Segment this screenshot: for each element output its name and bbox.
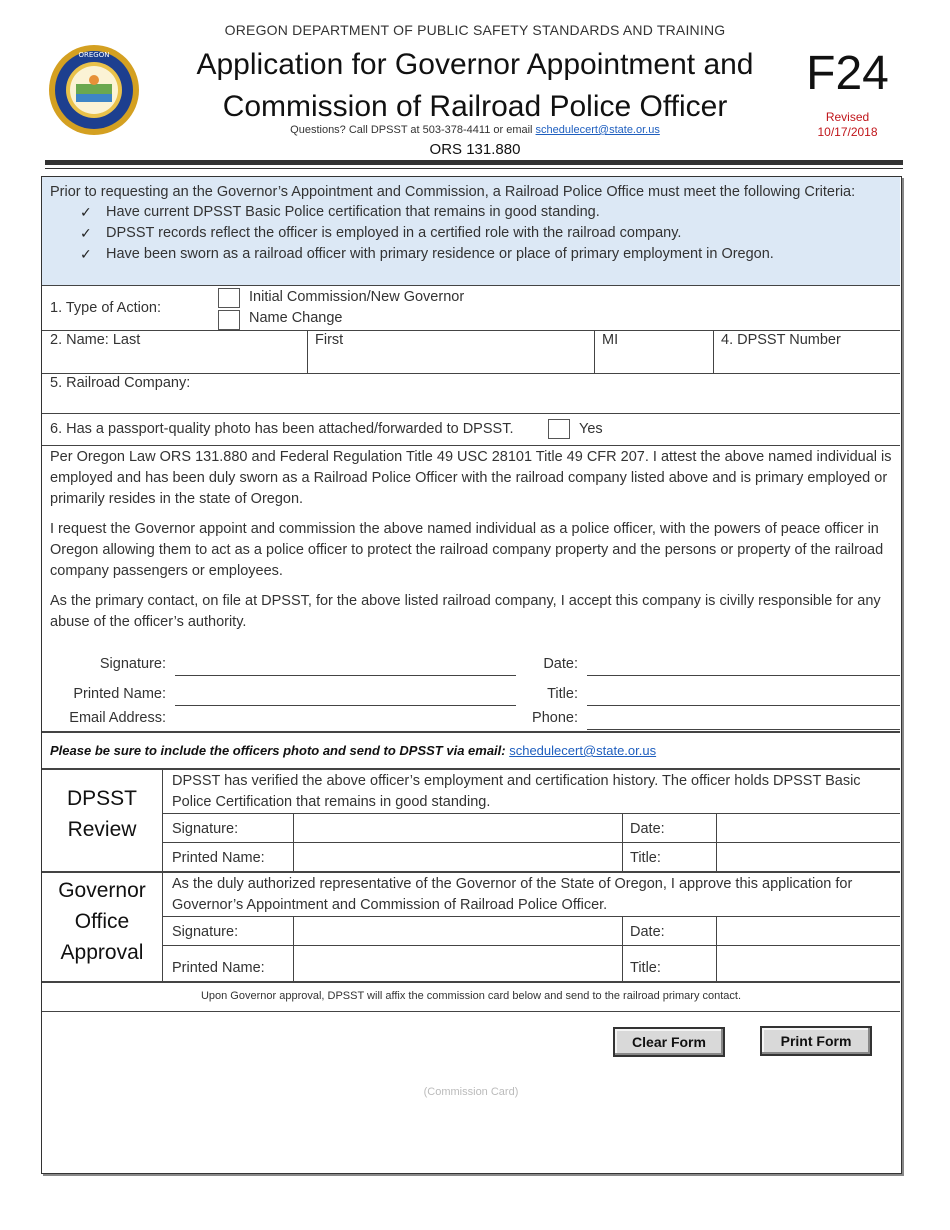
checkmark-icon: ✓ (80, 246, 92, 262)
contact-printed-name-label: Printed Name: (73, 686, 166, 702)
header-rule-thin (45, 168, 903, 169)
photo-note-email-link[interactable]: schedulecert@state.or.us (509, 743, 657, 758)
revised-date: 10/17/2018 (817, 125, 878, 139)
checkmark-icon: ✓ (80, 204, 92, 220)
name-mi-label: MI (602, 332, 619, 348)
clear-form-button[interactable]: Clear Form (613, 1027, 725, 1057)
name-first-label: First (315, 332, 344, 348)
seal-top-text: OREGON (78, 51, 110, 59)
photo-note-via: via email: (442, 743, 510, 758)
print-form-button[interactable]: Print Form (760, 1026, 872, 1056)
criteria-section (42, 177, 900, 286)
col-divider (713, 330, 714, 373)
commission-card-note: Upon Governor approval, DPSST will affix the commission card below and send to the railroad primary contact. (200, 990, 742, 1002)
questions-contact (150, 124, 800, 136)
criteria-item-text: Have current DPSST Basic Police certification that remains in good standing. (106, 204, 600, 220)
dpsst-printed-name-field[interactable] (294, 843, 622, 871)
application-form (41, 176, 902, 1174)
governor-heading-line: Governor (58, 879, 146, 902)
name-change-checkbox[interactable] (218, 310, 240, 330)
col-divider (594, 330, 595, 373)
criteria-item-text: DPSST records reflect the officer is employed in a certified role with the railroad company. (106, 225, 682, 241)
section-divider (42, 768, 900, 770)
dpsst-title-field[interactable] (717, 843, 900, 871)
dpsst-seal-logo (48, 44, 140, 136)
criteria-item (80, 223, 892, 244)
statute-reference: ORS 131.880 (429, 141, 521, 158)
attestation-paragraph-3: As the primary contact, on file at DPSST, for the above listed railroad company, I accept this company is civilly responsible for any abuse of the officer’s authority. (50, 593, 881, 630)
commission-card-placeholder: (Commission Card) (423, 1086, 519, 1098)
dpsst-review-heading-line: Review (67, 818, 137, 841)
questions-email-link[interactable]: schedulecert@state.or.us (535, 124, 660, 136)
revised-label: Revised (825, 110, 870, 124)
dpsst-review-heading-line: DPSST (66, 787, 137, 810)
photo-question: 6. Has a passport-quality photo has been attached/forwarded to DPSST. (50, 421, 514, 437)
contact-title-label: Title: (547, 686, 578, 702)
criteria-intro: Prior to requesting an the Governor’s Appointment and Commission, a Railroad Police Office must meet the following Criteria: (50, 184, 856, 200)
title-line-1: Application for Governor Appointment and (196, 48, 754, 81)
row-divider (42, 445, 900, 446)
governor-date-field[interactable] (717, 917, 900, 945)
name-change-label: Name Change (249, 310, 343, 326)
governor-heading-line: Office (74, 910, 130, 933)
governor-printed-name-label: Printed Name: (172, 960, 265, 976)
contact-date-label: Date: (543, 656, 578, 672)
criteria-item (80, 244, 892, 265)
section-divider (42, 871, 900, 873)
governor-date-label: Date: (630, 924, 665, 940)
photo-note-text: Please be sure to include the officers photo and send to DPSST (50, 743, 443, 758)
photo-yes-checkbox[interactable] (548, 419, 570, 439)
governor-title-label: Title: (630, 960, 661, 976)
row-divider (42, 373, 900, 374)
col-divider (162, 769, 163, 981)
agency-name: OREGON DEPARTMENT OF PUBLIC SAFETY STANDARDS AND TRAINING (224, 22, 726, 38)
governor-heading-line: Approval (60, 941, 144, 964)
dpsst-date-label: Date: (630, 821, 665, 837)
revised-stamp (800, 110, 895, 140)
header-rule-thick (45, 160, 903, 165)
photo-yes-label: Yes (579, 421, 603, 437)
row-divider (42, 330, 900, 331)
questions-text: Questions? Call DPSST at 503-378-4411 or email (290, 124, 536, 136)
initial-commission-checkbox[interactable] (218, 288, 240, 308)
attestation-paragraph-1: Per Oregon Law ORS 131.880 and Federal Regulation Title 49 USC 28101 Title 49 CFR 207. I attest the above named individual is employed and has been duly sworn as a Railroad Police Officer with the railroad company listed above and is primary employed or primarily resides in the state of Oregon. (50, 449, 892, 507)
criteria-list (50, 202, 892, 265)
governor-approval-text: As the duly authorized representative of the Governor of the State of Oregon, I approve this application for Governor’s Appointment and Commission of Railroad Police Officer. (172, 876, 853, 913)
dpsst-signature-field[interactable] (294, 814, 622, 842)
row-divider (42, 413, 900, 414)
name-last-label: 2. Name: Last (50, 332, 141, 348)
railroad-company-label: 5. Railroad Company: (50, 375, 191, 391)
contact-email-label: Email Address: (69, 710, 166, 726)
governor-signature-label: Signature: (172, 924, 239, 940)
contact-phone-label: Phone: (532, 710, 578, 726)
initial-commission-label: Initial Commission/New Governor (249, 289, 465, 305)
contact-title-field[interactable] (587, 705, 900, 706)
dpsst-number-label: 4. DPSST Number (721, 332, 841, 348)
photo-note (50, 743, 656, 758)
governor-title-field[interactable] (717, 946, 900, 981)
dpsst-date-field[interactable] (717, 814, 900, 842)
title-line-2: Commission of Railroad Police Officer (222, 90, 728, 123)
governor-printed-name-field[interactable] (294, 946, 622, 981)
contact-printed-name-field[interactable] (175, 705, 516, 706)
section-divider (42, 981, 900, 983)
page-title (150, 44, 800, 128)
type-of-action-label: 1. Type of Action: (50, 300, 161, 316)
dpsst-signature-label: Signature: (172, 821, 239, 837)
col-divider (622, 916, 623, 981)
dpsst-printed-name-label: Printed Name: (172, 850, 265, 866)
criteria-item-text: Have been sworn as a railroad officer with primary residence or place of primary employment in Oregon. (106, 246, 774, 262)
checkmark-icon: ✓ (80, 225, 92, 241)
contact-signature-label: Signature: (99, 656, 166, 672)
dpsst-review-text: DPSST has verified the above officer’s employment and certification history. The officer holds DPSST Basic Police Certification that remains in good standing. (172, 773, 861, 810)
contact-phone-field[interactable] (587, 729, 900, 730)
section-divider (42, 1011, 900, 1012)
section-divider (42, 731, 900, 733)
contact-signature-field[interactable] (175, 675, 516, 676)
dpsst-title-label: Title: (630, 850, 661, 866)
governor-approval-heading (42, 875, 162, 968)
contact-date-field[interactable] (587, 675, 900, 676)
dpsst-review-heading (42, 783, 162, 845)
governor-signature-field[interactable] (294, 917, 622, 945)
criteria-item (80, 202, 892, 223)
col-divider (307, 330, 308, 373)
attestation-paragraph-2: I request the Governor appoint and commission the above named individual as a police officer, with the powers of peace officer in Oregon allowing them to act as a police officer to protect the railroad company property and the persons or property of the railroad company passengers or employees. (50, 521, 884, 579)
form-number: F24 (806, 47, 889, 100)
